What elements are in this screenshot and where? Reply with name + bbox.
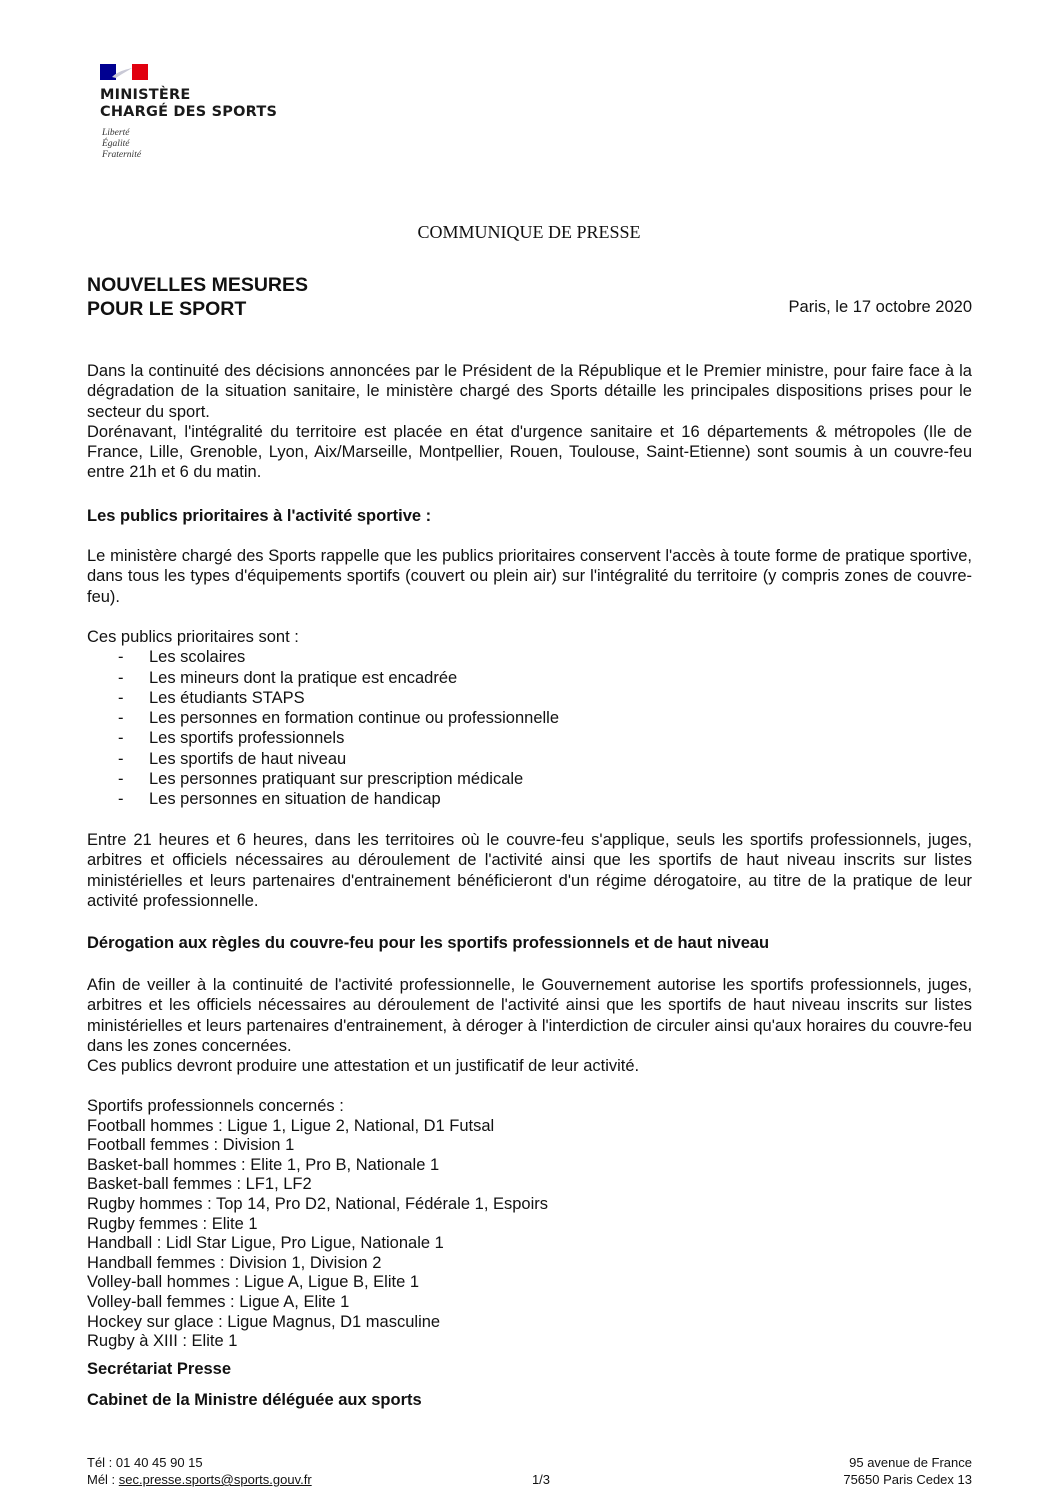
list-item (87, 688, 972, 708)
intro-paragraph: Dans la continuité des décisions annoncées par le Président de la République et le Premier ministre, pour faire face à la dégradation de la situation sanitaire, le ministère chargé des Sports détaille les principales dispositions prises pour le secteur du sport. (87, 362, 972, 421)
leagues-block (87, 1097, 972, 1352)
intro-paragraph: Dorénavant, l'intégralité du territoire est placée en état d'urgence sanitaire et 16 départements & métropoles (Ile de France, Lille, Grenoble, Lyon, Aix/Marseille, Montpellier, Rouen, Toulouse, Saint-Etienne) sont soumis à un couvre-feu entre 21h et 6 du matin. (87, 422, 972, 482)
footer-contact (87, 1454, 312, 1488)
dateline: Paris, le 17 octobre 2020 (788, 298, 972, 316)
priority-publics-list (87, 647, 972, 809)
footer-mail-label: Mél : (87, 1472, 119, 1487)
list-item (87, 647, 972, 667)
address-line: 95 avenue de France (849, 1455, 972, 1470)
section-paragraph: Le ministère chargé des Sports rappelle que les publics prioritaires conservent l'accès à toute forme de pratique sportive, dans tous les types d'équipements sportifs (couvert ou plein air) sur l'intégralité du territoire (y compris zones de couvre-feu). (87, 547, 972, 606)
list-item-label: Les scolaires (149, 648, 246, 667)
address-line: 75650 Paris Cedex 13 (843, 1472, 972, 1487)
section-heading: Dérogation aux règles du couvre-feu pour les sportifs professionnels et de haut niveau (87, 934, 770, 952)
league-line: Volley-ball femmes : Ligue A, Elite 1 (87, 1292, 350, 1311)
section-paragraph: Afin de veiller à la continuité de l'activité professionnelle, le Gouvernement autorise les sportifs professionnels, juges, arbitres et les officiels nécessaires au déroulement de l'activité ainsi que les sportifs de haut niveau inscrits sur listes ministérielles et leurs partenaires d'entrainement, à déroger à l'interdiction de circuler ainsi qu'aux horaires du couvre-feu dans les zones concernées. (87, 976, 972, 1055)
ministry-name (100, 87, 277, 121)
derogation-block (87, 975, 972, 1076)
list-item-label: Les personnes en formation continue ou professionnelle (149, 709, 560, 728)
list-item-label: Les étudiants STAPS (149, 688, 305, 707)
section-paragraph: Ces publics devront produire une attestation et un justificatif de leur activité. (87, 1057, 640, 1076)
dash: - (118, 688, 124, 707)
marianne-flag-icon (100, 64, 148, 80)
press-email-link[interactable]: sec.presse.sports@sports.gouv.fr (118, 1472, 312, 1487)
list-item-label: Les mineurs dont la pratique est encadrée (149, 668, 458, 687)
league-line: Handball : Lidl Star Ligue, Pro Ligue, Nationale 1 (87, 1234, 444, 1253)
list-item (87, 749, 972, 769)
motto-line: Égalité (102, 139, 130, 149)
league-line: Rugby à XIII : Elite 1 (87, 1332, 238, 1351)
republic-motto (102, 128, 141, 161)
dash: - (118, 709, 124, 728)
league-line: Basket-ball femmes : LF1, LF2 (87, 1175, 312, 1194)
headline-line: NOUVELLES MESURES (87, 274, 309, 296)
league-line: Handball femmes : Division 1, Division 2 (87, 1253, 382, 1272)
footer-phone: Tél : 01 40 45 90 15 (87, 1455, 203, 1470)
league-line: Basket-ball hommes : Elite 1, Pro B, Nationale 1 (87, 1155, 440, 1174)
list-item-label: Les sportifs de haut niveau (149, 749, 347, 768)
ministry-name-line: CHARGÉ DES SPORTS (100, 104, 278, 120)
page-number: 1/3 (531, 1472, 551, 1487)
league-line: Rugby hommes : Top 14, Pro D2, National, Fédérale 1, Espoirs (87, 1194, 549, 1213)
curfew-paragraph: Entre 21 heures et 6 heures, dans les territoires où le couvre-feu s'applique, seuls les sportifs professionnels, juges, arbitres et officiels nécessaires au déroulement de l'activité ainsi que les sportifs de haut niveau inscrits sur listes ministérielles et leurs partenaires d'entrainement bénéficieront d'un régime dérogatoire, au titre de la pratique de leur activité professionnelle. (87, 831, 972, 910)
headline-line: POUR LE SPORT (87, 297, 247, 320)
list-item-label: Les sportifs professionnels (149, 729, 345, 748)
ministry-name-line: MINISTÈRE (100, 87, 191, 103)
headline (87, 274, 308, 321)
dash: - (118, 668, 124, 687)
footer-mail-line (87, 1471, 312, 1488)
cabinet-label: Cabinet de la Ministre déléguée aux sports (87, 1391, 422, 1409)
list-intro: Sportifs professionnels concernés : (87, 1097, 344, 1115)
footer-address (843, 1454, 972, 1488)
priority-list-block (87, 627, 972, 810)
league-line: Football femmes : Division 1 (87, 1136, 295, 1155)
list-item (87, 769, 972, 789)
motto-line: Fraternité (102, 150, 142, 160)
motto-line: Liberté (102, 128, 130, 138)
list-item (87, 789, 972, 809)
press-secretariat: Secrétariat Presse (87, 1360, 232, 1378)
list-intro: Ces publics prioritaires sont : (87, 628, 299, 646)
list-item-label: Les personnes en situation de handicap (149, 790, 441, 809)
league-line: Rugby femmes : Elite 1 (87, 1214, 258, 1233)
dash: - (118, 770, 124, 789)
list-item (87, 728, 972, 748)
intro (87, 361, 972, 483)
press-release-label: COMMUNIQUE DE PRESSE (417, 222, 641, 242)
list-item (87, 668, 972, 688)
section-heading: Les publics prioritaires à l'activité sportive : (87, 507, 432, 525)
dash: - (118, 790, 124, 809)
dash: - (118, 648, 124, 667)
league-line: Football hommes : Ligue 1, Ligue 2, National, D1 Futsal (87, 1116, 495, 1135)
dash: - (118, 729, 124, 748)
league-line: Hockey sur glace : Ligue Magnus, D1 masculine (87, 1312, 441, 1331)
list-item-label: Les personnes pratiquant sur prescription médicale (149, 770, 524, 789)
league-line: Volley-ball hommes : Ligue A, Ligue B, Elite 1 (87, 1273, 420, 1292)
list-item (87, 708, 972, 728)
dash: - (118, 749, 124, 768)
